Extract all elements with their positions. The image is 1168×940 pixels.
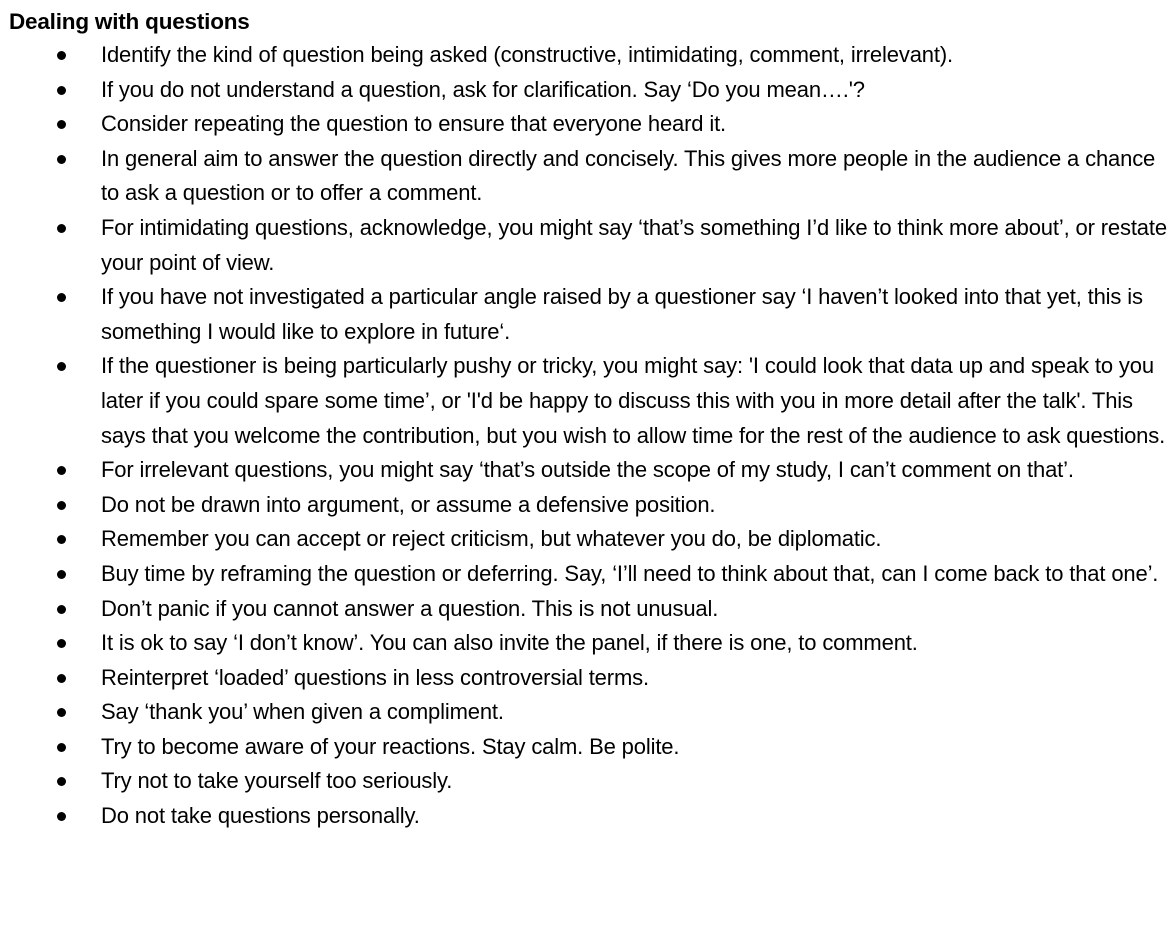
list-item-text: Identify the kind of question being asked (constructive, intimidating, comment, irrelevant).: [101, 42, 953, 67]
bullet-icon: [57, 570, 66, 579]
list-item-text: If the questioner is being particularly pushy or tricky, you might say: 'I could look that data up and speak to you later if you could spare some time’, or 'I'd be happy to discuss this with you in more detail after the talk'. This says that you welcome the contribution, but you wish to allow time for the rest of the audience to ask questions.: [101, 353, 1166, 448]
bullet-icon: [57, 674, 66, 683]
list-item: [9, 488, 1168, 523]
bullet-icon: [57, 293, 66, 302]
section-heading: Dealing with questions: [9, 9, 250, 34]
list-item: [9, 453, 1168, 488]
bullet-icon: [57, 362, 66, 371]
list-item: [9, 280, 1168, 349]
list-item-text: Remember you can accept or reject criticism, but whatever you do, be diplomatic.: [101, 526, 882, 552]
list-item-text: For intimidating questions, acknowledge, you might say ‘that’s something I’d like to think more about’, or restate your point of view.: [101, 214, 1167, 275]
bullet-icon: [57, 743, 66, 752]
bullet-icon: [57, 812, 66, 821]
bullet-icon: [57, 155, 66, 164]
list-item-text: Do not be drawn into argument, or assume a defensive position.: [101, 491, 716, 517]
list-item: [9, 107, 1168, 142]
bullet-icon: [57, 86, 66, 95]
list-item: [9, 211, 1168, 280]
list-item-text: Reinterpret ‘loaded’ questions in less controversial terms.: [101, 664, 649, 690]
bullet-icon: [57, 777, 66, 786]
list-item: [9, 38, 1168, 73]
list-item-text: Try not to take yourself too seriously.: [101, 768, 453, 794]
list-item: [9, 661, 1168, 696]
bullet-icon: [57, 120, 66, 129]
bullet-icon: [57, 605, 66, 614]
bullet-icon: [57, 708, 66, 717]
list-item: [9, 142, 1168, 211]
bullet-list: [9, 38, 1168, 834]
list-item-text: It is ok to say ‘I don’t know’. You can also invite the panel, if there is one, to comment.: [101, 630, 918, 656]
list-item: [9, 730, 1168, 765]
bullet-icon: [57, 535, 66, 544]
list-item-text: Try to become aware of your reactions. Stay calm. Be polite.: [101, 733, 680, 759]
list-item: [9, 764, 1168, 799]
list-item-text: Don’t panic if you cannot answer a question. This is not unusual.: [101, 595, 719, 621]
list-item-text: If you have not investigated a particular angle raised by a questioner say ‘I haven’t looked into that yet, this is something I would like to explore in future‘.: [101, 284, 1143, 344]
list-item: [9, 799, 1168, 834]
list-item: [9, 626, 1168, 661]
bullet-icon: [57, 501, 66, 510]
list-item: [9, 695, 1168, 730]
bullet-icon: [57, 466, 66, 475]
list-item-text: For irrelevant questions, you might say ‘that’s outside the scope of my study, I can’t comment on that’.: [101, 457, 1074, 483]
list-item: [9, 592, 1168, 627]
bullet-icon: [57, 51, 66, 60]
list-item: [9, 349, 1168, 453]
list-item-text: Buy time by reframing the question or deferring. Say, ‘I’ll need to think about that, can I come back to that one’.: [101, 560, 1159, 586]
list-item: [9, 73, 1168, 108]
bullet-icon: [57, 639, 66, 648]
list-item-text: Do not take questions personally.: [101, 803, 420, 829]
list-item-text: In general aim to answer the question directly and concisely. This gives more people in the audience a chance to ask a question or to offer a comment.: [101, 145, 1156, 206]
list-item-text: Say ‘thank you’ when given a compliment.: [101, 699, 504, 725]
list-item: [9, 557, 1168, 592]
list-item: [9, 522, 1168, 557]
list-item-text: If you do not understand a question, ask for clarification. Say ‘Do you mean….'?: [101, 76, 865, 102]
list-item-text: Consider repeating the question to ensure that everyone heard it.: [101, 111, 726, 137]
bullet-icon: [57, 224, 66, 233]
